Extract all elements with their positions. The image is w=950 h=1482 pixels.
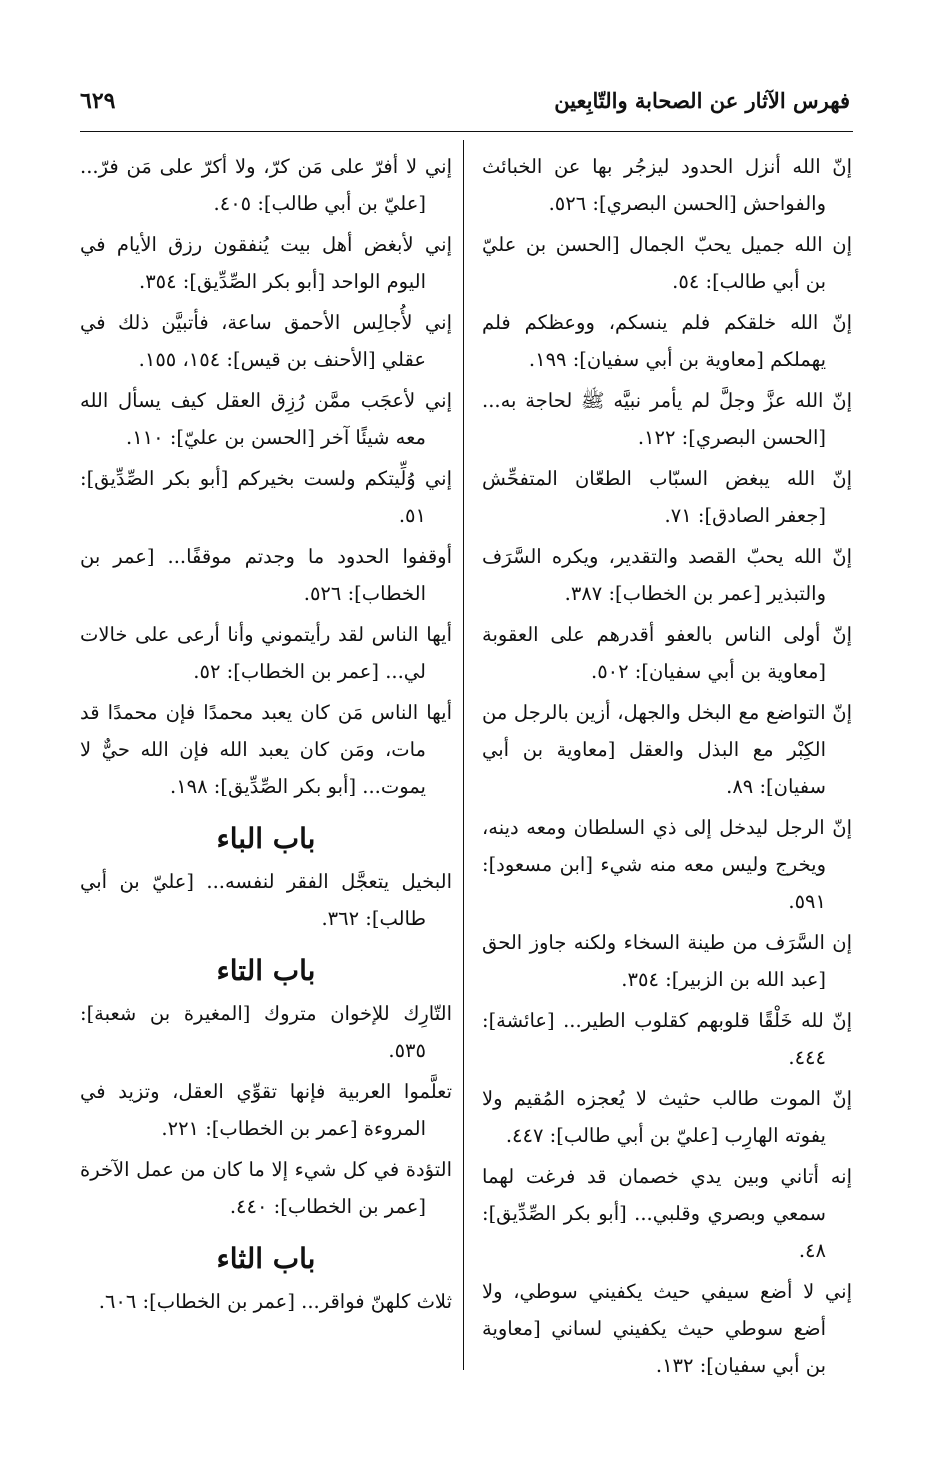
column-divider <box>463 140 464 1370</box>
index-entry: إن الله جميل يحبّ الجمال [الحسن بن عليّ بن أبي طالب]: ٥٤. <box>482 233 852 293</box>
index-entry: أيها الناس لقد رأيتموني وأنا أرعى على خالات لي... [عمر بن الخطاب]: ٥٢. <box>80 623 452 683</box>
index-entry: إني وُلِّيتكم ولست بخيركم [أبو بكر الصِّدِّيق]: ٥١. <box>80 467 452 527</box>
running-head-title: فهرس الآثار عن الصحابة والتّابِعين <box>554 88 850 113</box>
index-entry: إنّ أولى الناس بالعفو أقدرهم على العقوبة [معاوية بن أبي سفيان]: ٥٠٢. <box>482 623 852 683</box>
index-entry: إنّ الله يبغض السبّاب الطعّان المتفحِّش [جعفر الصادق]: ٧١. <box>482 467 852 527</box>
index-entry: إنّ التواضع مع البخل والجهل، أزين بالرجل من الكِبْر مع البذل والعقل [معاوية بن أبي سفيان]: ٨٩. <box>482 701 852 798</box>
index-entry: إنّ الرجل ليدخل إلى ذي السلطان ومعه دينه، ويخرج وليس معه منه شيء [ابن مسعود]: ٥٩١. <box>482 816 852 913</box>
index-entry: إني لأبغض أهل بيت يُنفقون رزق الأيام في اليوم الواحد [أبو بكر الصِّدِّيق]: ٣٥٤. <box>80 233 452 293</box>
index-entry: التّارِك للإخوان متروك [المغيرة بن شعبة]: ٥٣٥. <box>80 1002 452 1062</box>
index-entry: تعلَّموا العربية فإنها تقوِّي العقل، وتزيد في المروءة [عمر بن الخطاب]: ٢٢١. <box>80 1080 452 1140</box>
index-entry: إنّ الموت طالب حثيث لا يُعجزه المُقيم ولا يفوته الهارِب [عليّ بن أبي طالب]: ٤٤٧. <box>482 1087 852 1147</box>
right-column <box>482 148 852 1388</box>
section-heading-ta: باب التاء <box>216 954 316 987</box>
section-heading-ba: باب الباء <box>216 822 316 855</box>
index-entry: إنّ الله عزَّ وجلَّ لم يأمر نبيَّه ﷺ لحاجة به... [الحسن البصري]: ١٢٢. <box>482 389 852 449</box>
left-column <box>80 148 452 1324</box>
section-heading-tha: باب الثاء <box>216 1242 316 1275</box>
index-entry: إنّ الله أنزل الحدود ليزجُر بها عن الخبائث والفواحش [الحسن البصري]: ٥٢٦. <box>482 155 852 215</box>
index-entry: إني لا أفرّ على مَن كرّ، ولا أكرّ على مَن فرّ... [عليّ بن أبي طالب]: ٤٠٥. <box>80 155 452 215</box>
running-head <box>80 88 850 128</box>
index-entry: التؤدة في كل شيء إلا ما كان من عمل الآخرة [عمر بن الخطاب]: ٤٤٠. <box>80 1158 452 1218</box>
index-entry: البخيل يتعجَّل الفقر لنفسه... [عليّ بن أبي طالب]: ٣٦٢. <box>80 870 452 930</box>
index-entry: إني لا أضع سيفي حيث يكفيني سوطي، ولا أضع سوطي حيث يكفيني لساني [معاوية بن أبي سفيان]: ١٣٢. <box>482 1280 852 1377</box>
index-entry: إني لأعجَب ممَّن رُزِق العقل كيف يسأل الله معه شيئًا آخر [الحسن بن عليّ]: ١١٠. <box>80 389 452 449</box>
index-entry: إنّ لله خَلْقًا قلوبهم كقلوب الطير... [عائشة]: ٤٤٤. <box>482 1009 852 1069</box>
index-entry: إن السَّرَف من طينة السخاء ولكنه جاوز الحق [عبد الله بن الزبير]: ٣٥٤. <box>482 931 852 991</box>
page-number: ٦٢٩ <box>80 88 116 114</box>
index-entry: إنه أتاني وبين يدي خصمان قد فرغت لهما سمعي وبصري وقلبي... [أبو بكر الصِّدِّيق]: ٤٨. <box>482 1165 852 1262</box>
header-rule <box>80 131 853 132</box>
index-entry: إنّ الله خلقكم فلم ينسكم، ووعظكم فلم يهملكم [معاوية بن أبي سفيان]: ١٩٩. <box>482 311 852 371</box>
index-entry: أيها الناس مَن كان يعبد محمدًا فإن محمدًا قد مات، ومَن كان يعبد الله فإن الله حيٌّ لا يموت... [أبو بكر الصِّدِّيق]: ١٩٨. <box>80 701 452 798</box>
index-entry: أوقفوا الحدود ما وجدتم موقفًا... [عمر بن الخطاب]: ٥٢٦. <box>80 545 452 605</box>
index-entry: ثلاث كلهنّ فواقر... [عمر بن الخطاب]: ٦٠٦. <box>98 1290 452 1313</box>
index-entry: إني لأُجالِس الأحمق ساعة، فأتبيَّن ذلك في عقلي [الأحنف بن قيس]: ١٥٤، ١٥٥. <box>80 311 452 371</box>
index-entry: إنّ الله يحبّ القصد والتقدير، ويكره السَّرَف والتبذير [عمر بن الخطاب]: ٣٨٧. <box>482 545 852 605</box>
